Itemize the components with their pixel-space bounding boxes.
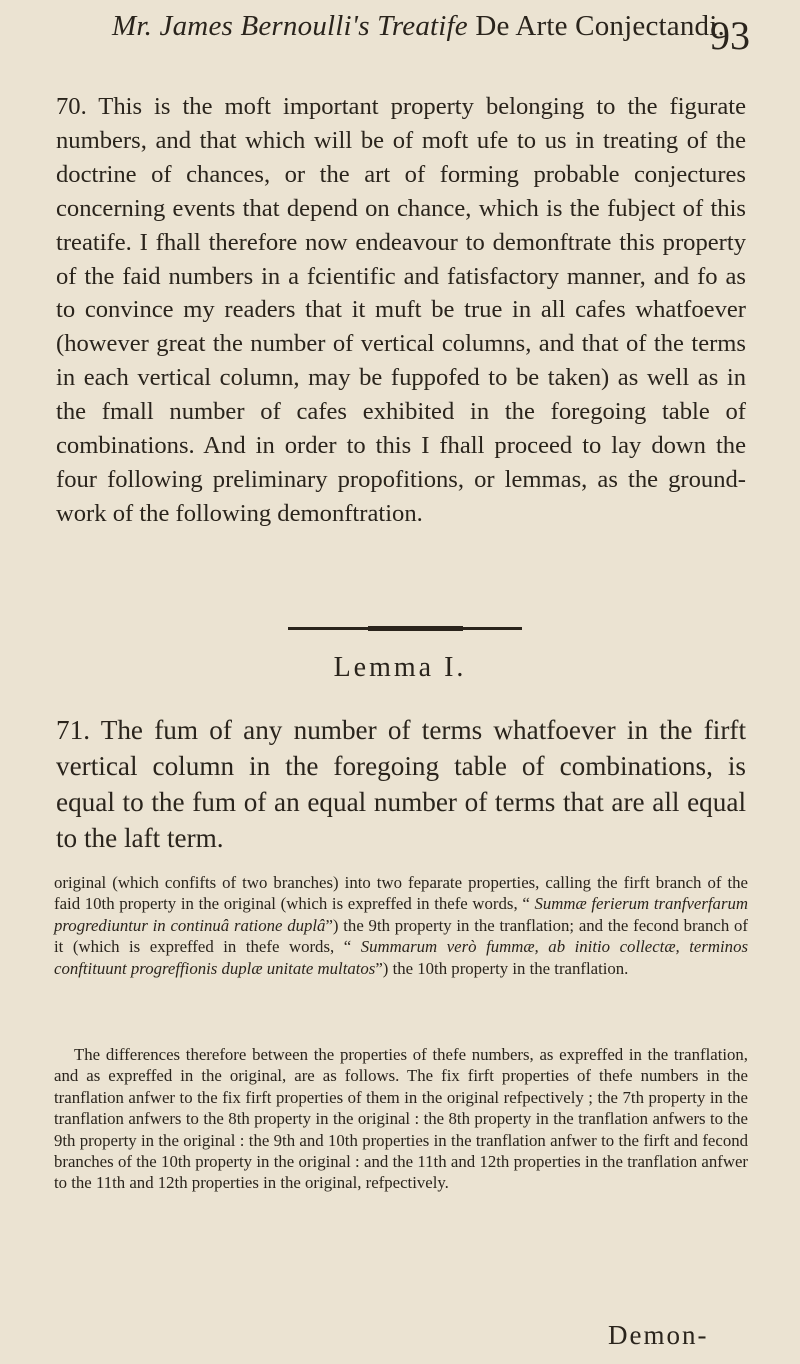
footnote-paragraph-1 [54,872,748,979]
footnote-paragraph-2 [54,1044,748,1194]
running-title-roman: De Arte Conjectandi. [475,10,725,42]
footnote-text-c: ”) the 10th property in the tranflation. [375,958,629,978]
running-title-italic: Mr. James Bernoulli's Treatife [112,10,468,42]
footnote-text-2: The differences therefore between the properties of thefe numbers, as expreffed in the tranflation, and as expreffed in the original, are as follows. The fix firft properties of thefe numbers in the tranflation anfwer to the fix firft properties of them in the original refpectively ; the 7th property in the tranflation anfwers to the 8th property in the original : the 8th property in the tranflation anfwers to the 9th property in the original : the 9th and 10th properties in the tranflation anfwer to the firft and fecond branches of the 10th property in the original : and the 11th and 12th properties in the tranflation anfwer to the 11th and 12th properties in the original, refpectively. [54,1045,748,1193]
footnote-text-a: original (which confifts of two branches) into two feparate properties, calling the firft branch of the faid 10th property in the original (which is expreffed in thefe words, “ [54,873,748,914]
footnote-latin-quote-2: Summarum verò fummæ, ab initio collectæ, terminos conftituunt progreffionis duplæ unitate multatos [54,937,748,978]
footnote-latin-quote-1: Summæ ferierum tranfverfarum progrediuntur in continuâ ratione duplâ [54,894,748,935]
lemma-heading: Lemma I. [333,652,467,683]
paragraph-71: 71. The fum of any number of terms whatfoever in the firft vertical column in the foregoing table of combinations, is equal to the fum of an equal number of terms that are all equal to the laft term. [56,715,746,853]
section-divider [288,627,522,630]
footnote-text-b: ”) the 9th property in the tranflation; and the fecond branch of it (which is expreffed in thefe words, “ [54,915,748,957]
page-number: 93 [710,13,750,58]
running-head [112,10,725,43]
catchword: Demon- [608,1320,709,1350]
paragraph-70: 70. This is the moft important property belonging to the figurate numbers, and that which will be of moft ufe to us in treating of the doctrine of chances, or the art of forming probable conjectures concerning events that depend on chance, which is the fubject of this treatife. I fhall therefore now endeavour to demonftrate this property of the faid numbers in a fcientific and fatisfactory manner, and fo as to convince my readers that it muft be true in all cafes whatfoever (however great the number of vertical columns, and that of the terms in each vertical column, may be fuppofed to be taken) as well as in the fmall number of cafes exhibited in the foregoing table of combinations. And in order to this I fhall proceed to lay down the four following preliminary propofitions, or lemmas, as the ground-work of the following demonftration. [56,93,746,527]
